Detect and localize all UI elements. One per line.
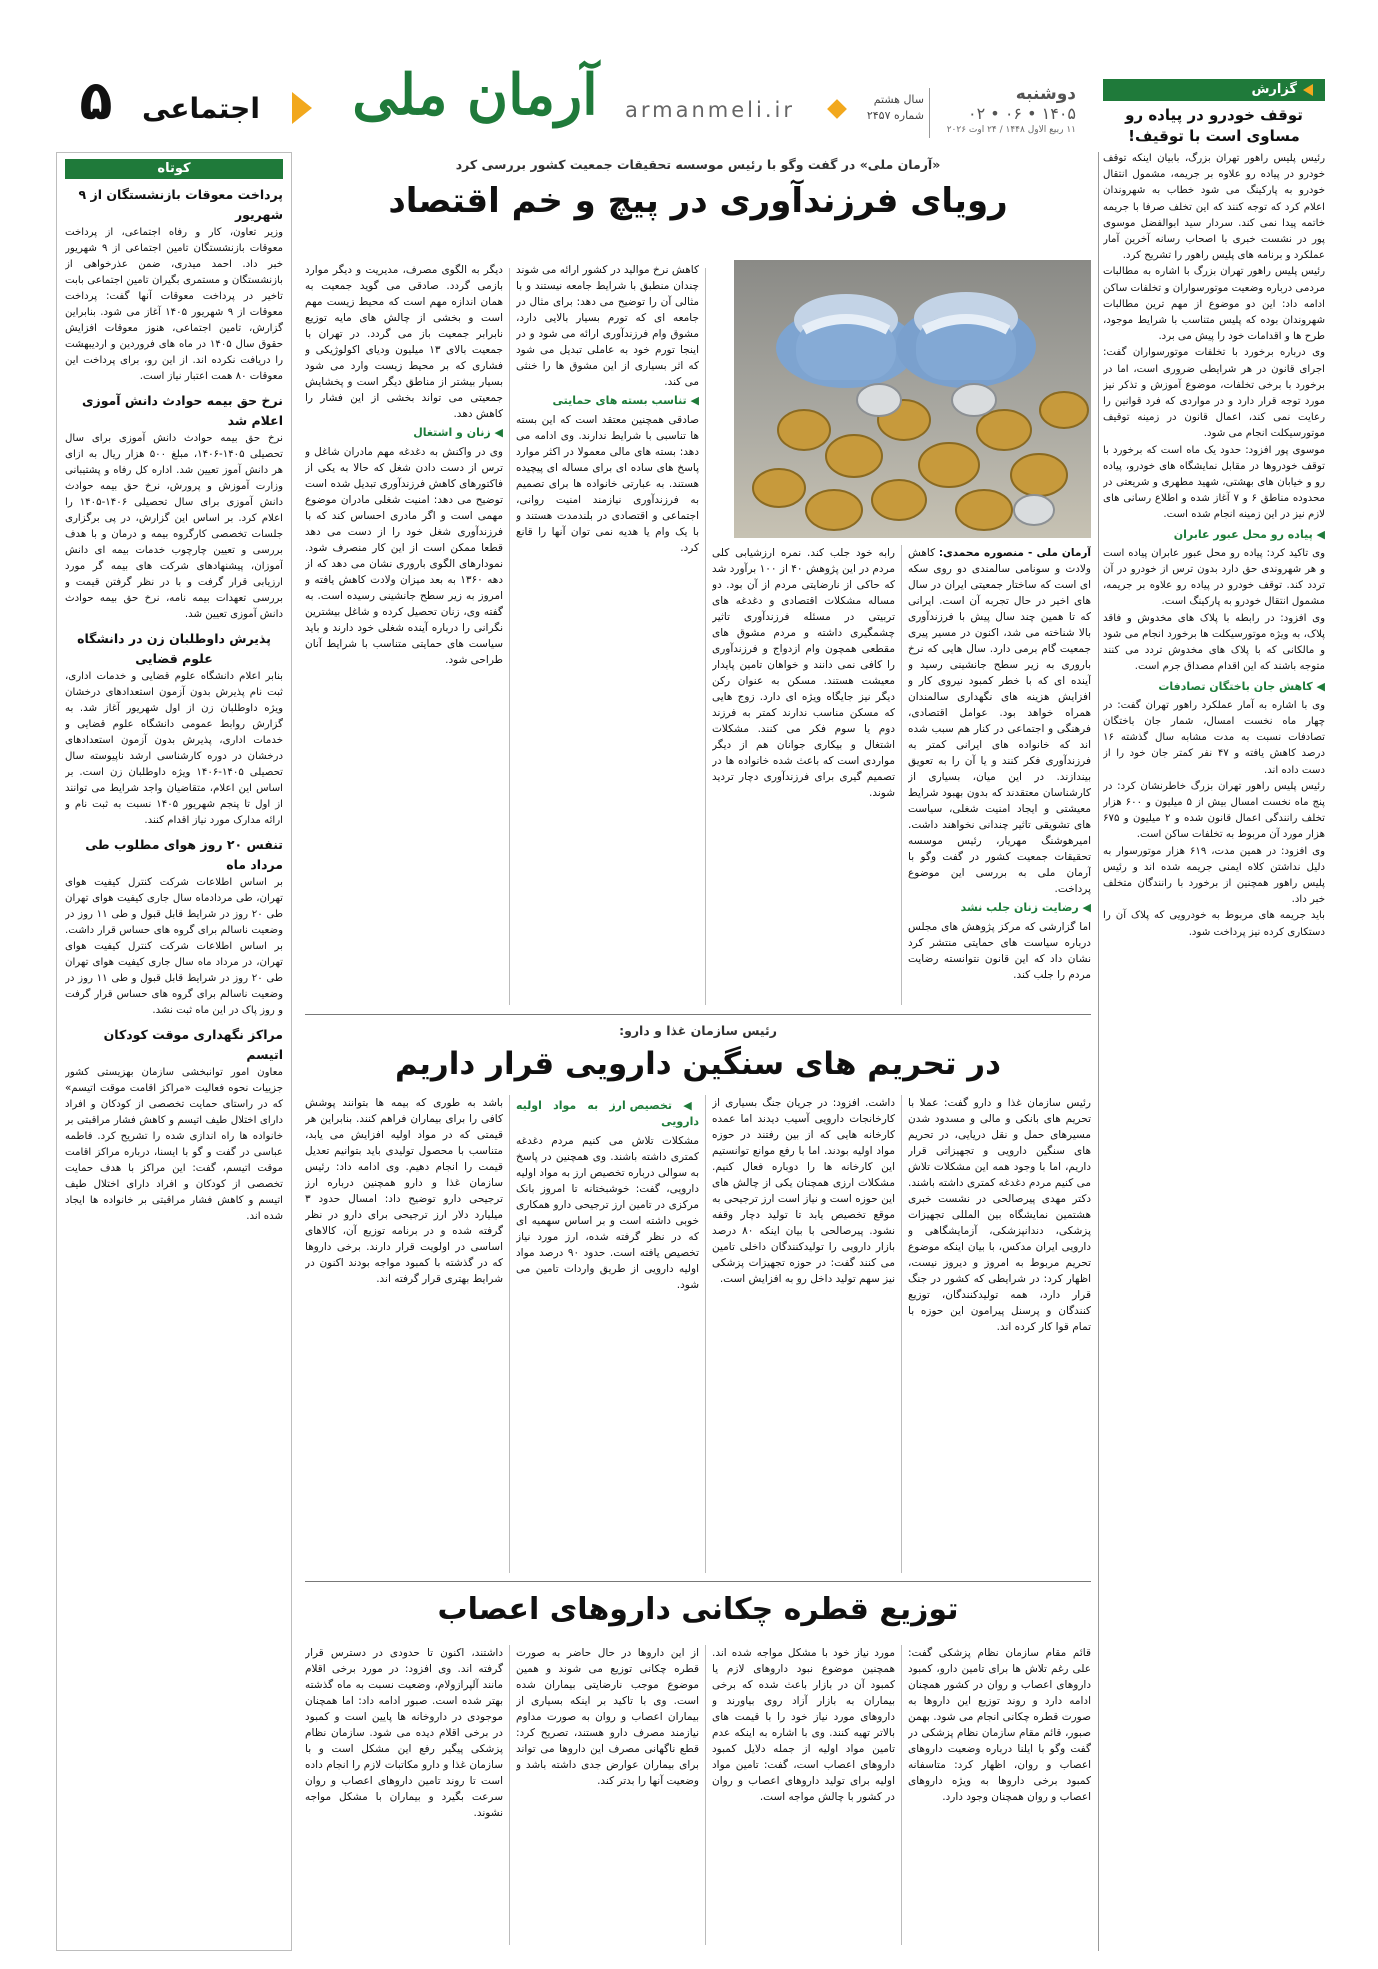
short-news-title: مراکز نگهداری موقت کودکان اتیسم [103, 1027, 283, 1062]
article3-text: داشتند، اکنون تا حدودی در دسترس قرار گرفته اند. وی افزود: در مورد برخی اقلام مانند آلپرازولام، وضعیت نسبت به ماه گذشته بهتر شده است. صبور ادامه داد: اما همچنان موجودی در داروخانه ها پایین است و کمبود در برخی اقلام دیده می شود. سازمان نظام پزشکی پیگیر رفع این مشکل است و با سازمان غذا و دارو مکاتبات لازم را انجام داده است تا روند تامین داروهای اعصاب و روان سرعت بگیرد و بیماران با مشکل مواجه نشوند. [305, 1647, 503, 1819]
report-paragraph: وی تاکید کرد: پیاده رو محل عبور عابران پیاده است و هر شهروندی حق دارد بدون ترس از خودرو در آن تردد کند. توقف خودرو در پیاده رو علاوه بر جریمه، مشمول انتقال خودرو به پارکینگ است. [1103, 547, 1325, 608]
article1-text: وی در واکنش به دغدغه مهم مادران شاغل و ترس از دست دادن شغل که حالا به یکی از فاکتورهای کاهش فرزندآوری تبدیل شده است توضیح می دهد: امنیت شغلی مادران موضوع مهمی است و اگر مادری احساس کند که با فرزندآوری شغل خود را از دست می دهد قطعا ممکن است از این کار منصرف شود. نمودارهای الگوی باروری نشان می دهد که از دهه ۱۳۶۰ به بعد میزان ولادت کاهش یافته و امروز به زیر سطح جانشینی رسیده است. به گفته وی، زنان تحصیل کرده و شاغل بیشترین نگرانی را درباره آینده شغلی خود دارند و باید سیاست های حمایتی متناسب با شرایط آنان طراحی شود. [305, 446, 503, 666]
article3-col3 [516, 1645, 699, 1945]
date-fa: ۱۴۰۵ • ۰۶ • ۰۲ [968, 104, 1076, 123]
short-news-sidebar [56, 152, 292, 1951]
short-news-text: نرخ حق بیمه حوادث دانش آموزی برای سال تحصیلی ۱۴۰۵-۱۴۰۶، مبلغ ۵۰۰ هزار ریال به ازای هر دانش آموز تعیین شد. اداره کل رفاه و پشتیبانی وزارت آموزش و پرورش، نرخ حق بیمه حوادث دانش آموزی برای سال تحصیلی ۱۴۰۶-۱۴۰۵ را اعلام کرد. بر اساس این گزارش، در پی برگزاری جلسات تخصصی کارگروه بیمه و درمان و با هدف بررسی و تعیین چارچوب خدمات بیمه ای دانش آموزان، پیشنهادهای شرکت های بیمه گر مورد ارزیابی قرار گرفت و با در نظر گرفتن قیمت و بررسی تعهدات بیمه نامه، نرخ حق بیمه حوادث دانش آموزی تعیین شد. [65, 433, 283, 620]
article1-text: رابه خود جلب کند. نمره ارزشیابی کلی مردم در این پژوهش ۴۰ از ۱۰۰ برآورد شد که حاکی از نارضایتی مردم از آن بود. دو مساله مشکلات اقتصادی و دغدغه های تربیتی در مسئله فرزندآوری تاثیر چشمگیری داشته و مردم مشوق های مقطعی همچون وام ازدواج و فرزندآوری را کافی نمی دانند و خواهان تامین پایدار معیشت هستند. مسکن به عنوان رکن دیگر نیز جایگاه ویژه ای دارد. زوج هایی که مسکن مناسب ندارند کمتر به فرزند دوم یا سوم فکر می کنند. مشکلات اشتغال و بیکاری جوانان هم از دیگر مواردی است که باعث شده خانواده ها در تصمیم گیری برای فرزندآوری دچار تردید شوند. [712, 547, 895, 799]
report-subheading: ◀ کاهش جان باختگان تصادفات [1103, 679, 1325, 695]
short-news-text: معاون امور توانبخشی سازمان بهزیستی کشور جزییات نحوه فعالیت «مراکز اقامت موقت اتیسم» که در راستای حمایت تخصصی از کودکان و افراد دارای اختلال طیف اتیسم و کاهش فشار مراقبتی بر خانواده ها راه اندازی شده را تشریح کرد. فاطمه عباسی در گفت و گو با ایسنا، درباره مراکز اقامت موقت اتیسم، گفت: این مراکز با هدف حمایت تخصصی از کودکان و افراد دارای اختلال طیف اتیسم و کاهش فشار مراقبتی بر خانواده ها ایجاد شده اند. [65, 1067, 283, 1222]
short-news-tag [65, 159, 283, 179]
article2-kicker: رئیس سازمان غذا و دارو: [619, 1023, 777, 1038]
report-paragraph: وی افزود: در رابطه با پلاک های مخدوش و فاقد پلاک، به ویژه موتورسیکلت ها برخورد انجام می شود و مالکانی که با پلاک های مخدوش تردد می کنند متوجه باشند که این اقدام مصداق جرم است. [1103, 612, 1325, 673]
short-news-tag-label: کوتاه [157, 161, 191, 176]
article1-subheading: ◀ زنان و اشتغال [305, 425, 503, 441]
article1-text: کاهش ولادت و سونامی سالمندی دو روی سکه ای است که ساختار جمعیتی ایران در سال های اخیر در حال تجربه آن است. ایرانی که تا همین چند سال پیش با فرزندآوری بالا شناخته می شد، اکنون در مسیر پیری جمعیت گام برمی دارد. سال هایی که نرخ باروری به زیر سطح جانشینی رسید و آینده ای که با خطر کمبود نیروی کار و افزایش هزینه های نگهداری سالمندان همراه خواهد بود. عوامل اقتصادی، فرهنگی و اجتماعی در کنار هم سبب شده اند که خانواده های ایرانی کمتر به فرزندآوری فکر کنند و یا آن را به تعویق بیندازند. در این میان، بسیاری از کارشناسان معتقدند که بدون بهبود شرایط معیشتی و ایجاد امنیت شغلی، سیاست های تشویقی تاثیر چندانی نخواهند داشت. امیرهوشنگ مهریار، رئیس موسسه تحقیقات جمعیت کشور در گفت وگو با آرمان ملی به بررسی این موضوع پرداخت. [908, 547, 1091, 895]
article2-col2 [712, 1095, 895, 1573]
article1-text: دیگر به الگوی مصرف، مدیریت و دیگر موارد بازمی گردد. صادقی می گوید جمعیت به همان اندازه مهم است که محیط زیست مهم است و بخشی از چالش های مایه توزیع نابرابر جمعیت باز می گردد. در تهران با جمعیت بالای ۱۳ میلیون ودیای اکولوژیکی و فشاری که بر محیط زیست وارد می شود بسیار بیشتر از مناطق دیگر است و پخشایش جمعیتی می تواند بخشی از این فشار را کاهش دهد. [305, 264, 503, 420]
article1-byline: آرمان ملی - منصوره محمدی: [938, 547, 1091, 559]
article2-title: در تحریم های سنگین دارویی قرار داریم [394, 1046, 1002, 1082]
short-news-item [65, 629, 283, 829]
article2-text: باشد به طوری که بیمه ها بتوانند پوشش کافی را برای بیماران فراهم کنند. بنابراین هر قیمتی که در مواد اولیه افزایش می یابد، متناسب با محصول تولیدی باید بتوانیم تعدیل قیمت را انجام دهیم. وی ادامه داد: رئیس سازمان غذا و دارو همچنین درباره ارز ترجیحی دارو توضیح داد: امسال حدود ۳ میلیارد دلار ارز ترجیحی برای دارو در نظر گرفته شده و در برنامه توزیع آن، کالاهای اساسی در اولویت قرار دارند. برخی داروها که در گذشته با کمبود مواجه بودند اکنون در شرایط بهتری قرار گرفته اند. [305, 1097, 503, 1285]
article1-text: صادقی همچنین معتقد است که این بسته ها تناسبی با شرایط ندارند. وی ادامه می دهد: بسته های مالی معمولا در اکثر موارد پاسخ های ساده ای برای مساله ای پیچیده هستند. به عبارتی خانواده ها برای تصمیم به فرزندآوری نیازمند امنیت روانی، اجتماعی و اقتصادی در بلندمدت هستند و با یک وام یا هدیه نمی توان آنها را قانع کرد. [516, 414, 699, 554]
report-body [1103, 151, 1325, 1947]
short-news-item [65, 185, 283, 385]
section-marker-icon [292, 92, 312, 124]
short-news-item [65, 1025, 283, 1225]
article1-kicker: «آرمان ملی» در گفت وگو با رئیس موسسه تحقیقات جمعیت کشور بررسی کرد [455, 157, 941, 172]
article3-title: توزیع قطره چکانی داروهای اعصاب [437, 1592, 959, 1627]
report-paragraph: وی درباره برخورد با تخلفات موتورسواران گفت: اجرای قانون در هر شرایطی ضروری است، اما در برخورد با برخی تخلفات، موضوع آموزش و تذکر نیز مورد توجه قرار دارد و در مواردی که فرد قوانین را رعایت نمی کند، اعمال قانون در زمینه توقیف موتورسیکلت انجام می شود. [1103, 347, 1325, 440]
short-news-title: نرخ حق بیمه حوادث دانش آموزی اعلام شد [82, 393, 283, 428]
article3-text: قائم مقام سازمان نظام پزشکی گفت: علی رغم تلاش ها برای تامین دارو، کمبود داروهای اعصاب و روان در کشور همچنان ادامه دارد و روند توزیع این داروها به صورت قطره چکانی انجام می شود. بهمن صبور، قائم مقام سازمان نظام پزشکی در گفت وگو با ایلنا درباره وضعیت داروهای اعصاب و روان، اظهار کرد: متاسفانه کمبود برخی داروها به ویژه داروهای اعصاب و روان همچنان وجود دارد. [908, 1647, 1091, 1803]
logo: آرمان ملی [352, 62, 598, 128]
article1-col2 [712, 545, 895, 1005]
article1-subheading: ◀ رضایت زنان جلب نشد [908, 900, 1091, 916]
short-news-item [65, 835, 283, 1019]
report-paragraph: رئیس پلیس راهور تهران بزرگ، بابیان اینکه توقف خودرو در پیاده رو علاوه بر جریمه، مشمول انتقال خودرو به پارکینگ می شود خطاب به شهروندان اعلام کرد که توجه کنند که این تخلف صرفا با جریمه خاتمه پیدا نمی کند. سردار سید ابوالفضل موسوی پور در نشست خبری با اصحاب رسانه آخرین آمار عملکرد و برنامه های پلیس راهور را تشریح کرد. [1103, 153, 1325, 262]
article1-title: رویای فرزندآوری در پیچ و خم اقتصاد [388, 181, 1008, 221]
report-tag-arrow-icon [1303, 84, 1313, 96]
report-sidebar [1103, 79, 1325, 1951]
article1-text: کاهش نرخ موالید در کشور ارائه می شوند چندان منطبق با شرایط جامعه نیستند و با مثالی آن را توضیح می دهد: برای مثال در جامعه ای که تورم بسیار بالایی دارد، مشوق وام فرزندآوری ارائه می شود و در اینجا تورم خود به عاملی تبدیل می شود که اثر بسیاری از این مشوق ها را خنثی می کند. [516, 264, 699, 388]
article2-col3 [516, 1095, 699, 1573]
report-paragraph: موسوی پور افزود: حدود یک ماه است که برخورد با توقف خودروها در مقابل نمایشگاه های خودرو، پیاده رو و خیابان های بهشتی، شهید مطهری و شریعتی در محدوده مناطق ۶ و ۷ آغاز شده و اطلاع رسانی های لازم نیز در این زمینه انجام شده است. [1103, 444, 1325, 521]
report-tag [1103, 79, 1325, 101]
article2-text: داشت. افزود: در جریان جنگ بسیاری از کارخانجات دارویی آسیب دیدند اما عمده کارخانه هایی که از بین رفتند در حوزه مواد اولیه بودند. اما با رفع موانع توانستیم این کارخانه ها را دوباره فعال کنیم. مشکلات ارزی همچنان یکی از چالش های این حوزه است و نیاز است ارز ترجیحی به موقع تخصیص یابد تا تولید دچار وقفه نشود. پیرصالحی با بیان اینکه ۸۰ درصد بازار دارویی را تولیدکنندگان داخلی تامین می کنند گفت: در حوزه تجهیزات پزشکی نیز سهم تولید داخل رو به افزایش است. [712, 1097, 895, 1285]
article3-col1 [908, 1645, 1091, 1945]
year-label: سال هشتم [873, 93, 924, 106]
report-paragraph: باید جریمه های مربوط به خودرویی که پلاک آن را دستکاری کرده نیز پرداخت شود. [1103, 910, 1325, 938]
article1-col1 [908, 545, 1091, 1005]
article3-col2 [712, 1645, 895, 1945]
issue-info [860, 92, 924, 124]
report-paragraph: رئیس پلیس راهور تهران بزرگ خاطرنشان کرد: در پنج ماه نخست امسال بیش از ۵ میلیون و ۶۰۰ هزار تخلف رانندگی اعمال قانون شده و ۲ میلیون و ۶۷۵ هزار مورد آن مربوط به تخلفات ساکن است. [1103, 780, 1325, 841]
article2-col4 [305, 1095, 503, 1573]
short-news-title: پرداخت معوقات بازنشستگان از ۹ شهریور [78, 187, 283, 222]
article1-subheading: ◀ تناسب بسته های حمایتی [516, 393, 699, 409]
report-paragraph: رئیس پلیس راهور تهران بزرگ با اشاره به مطالبات مردمی درباره وضعیت موتورسواران و تخلفات ساکن ادامه داد: این دو موضوع از مهم ترین مطالبات شهروندان بوده که پلیس متناسب با شرایط موجود، طرح ها و اقدامات خود را پیش می برد. [1103, 266, 1325, 343]
article3-text: از این داروها در حال حاضر به صورت قطره چکانی توزیع می شوند و همین موضوع موجب نارضایتی بیماران شده است. وی با تاکید بر اینکه بسیاری از بیماران اعصاب و روان به صورت مداوم نیازمند مصرف دارو هستند، تصریح کرد: قطع ناگهانی مصرف این داروها می تواند برای بیماران عوارض جدی داشته باشد و وضعیت آنها را بدتر کند. [516, 1647, 699, 1787]
article1-text: اما گزارشی که مرکز پژوهش های مجلس درباره سیاست های حمایتی منتشر کرد نشان داد که این قانون نتوانسته رضایت مردم را جلب کند. [908, 921, 1091, 981]
report-paragraph: وی افزود: در همین مدت، ۶۱۹ هزار موتورسوار به دلیل نداشتن کلاه ایمنی جریمه شده اند و رئیس پلیس راهور همچنین از برخورد با رانندگان متخلف خبر داد. [1103, 845, 1325, 906]
article2-col1 [908, 1095, 1091, 1573]
article3-text: مورد نیاز خود با مشکل مواجه شده اند. همچنین موضوع نبود داروهای لازم یا کمبود آن در بازار باعث شده که برخی بیماران به بازار آزاد روی بیاورند و داروهای مورد نیاز خود را با قیمت های بالاتر تهیه کنند. وی با اشاره به اینکه عدم تامین مواد اولیه از جمله دلایل کمبود داروهای اعصاب است، گفت: تامین مواد اولیه برای تولید داروهای اعصاب و روان در کشور با چالش مواجه است. [712, 1647, 895, 1803]
short-news-text: بنابر اعلام دانشگاه علوم قضایی و خدمات اداری، ثبت نام پذیرش بدون آزمون استعدادهای درخشان ویژه داوطلبان زن از اول شهریور آغاز شد. به گزارش روابط عمومی دانشگاه علوم قضایی و خدمات اداری، پذیرش بدون آزمون استعدادهای درخشان در دوره کارشناسی ارشد ناپیوسته سال تحصیلی ۱۴۰۵-۱۴۰۶ ویژه داوطلبان زن است. بر اساس این اعلام، متقاضیان واجد شرایط می توانند از اول تا پنجم شهریور ۱۴۰۵ نسبت به ثبت نام و ارائه مدارک مورد نیاز اقدام کنند. [65, 671, 283, 826]
report-subheading: ◀ پیاده رو محل عبور عابران [1103, 527, 1325, 543]
page-number: ۵ [79, 69, 113, 132]
article1-col3 [516, 262, 699, 1005]
report-paragraph: وی با اشاره به آمار عملکرد راهور تهران گفت: در چهار ماه نخست امسال، شمار جان باختگان تصادفات نسبت به مدت مشابه سال گذشته ۱۶ درصد کاهش یافته و ۴۷ نفر کمتر جان خود را از دست داده اند. [1103, 699, 1325, 776]
short-news-text: بر اساس اطلاعات شرکت کنترل کیفیت هوای تهران، طی مردادماه سال جاری کیفیت هوای تهران طی ۲۰ روز در شرایط قابل قبول و طی ۱۱ روز در وضعیت ناسالم برای گروه های حساس قرار داشت. بر اساس اطلاعات شرکت کنترل کیفیت هوای تهران، در مرداد ماه سال جاری کیفیت هوای تهران طی ۲۰ روز در شرایط قابل قبول و طی ۱۱ روز در وضعیت ناسالم برای گروه های حساس قرار گرفت و روز پاک در این ماه ثبت نشد. [65, 877, 283, 1016]
baby-shoes-icon [734, 260, 1091, 538]
date-other: ۱۱ ربیع الاول ۱۴۴۸ / ۲۴ اوت ۲۰۲۶ [946, 125, 1076, 135]
short-news-title: تنفس ۲۰ روز هوای مطلوب طی مرداد ماه [85, 837, 283, 872]
short-news-list [65, 185, 283, 1945]
site-url: armanmeli.ir [625, 98, 795, 122]
article3-col4 [305, 1645, 503, 1945]
article2-subheading: ◀ تخصیص ارز به مواد اولیه دارویی [516, 1098, 699, 1130]
diamond-icon [827, 99, 847, 119]
section-label: اجتماعی [142, 92, 260, 125]
article2-text: مشکلات تلاش می کنیم مردم دغدغه کمتری داشته باشند. وی همچنین در پاسخ به سوالی درباره تخصیص ارز به مواد اولیه دارویی، گفت: خوشبختانه تا امروز بانک مرکزی در تامین ارز ترجیحی دارو همکاری خوبی داشته است و بر اساس سهمیه ای که در نظر گرفته شده، ارز مورد نیاز تخصیص یافته است. حدود ۹۰ درصد مواد اولیه دارویی از طریق واردات تامین می شود. [516, 1135, 699, 1291]
short-news-text: وزیر تعاون، کار و رفاه اجتماعی، از پرداخت معوقات بازنشستگان تامین اجتماعی از ۹ شهریور خبر داد. احمد میدری، ضمن عذرخواهی از بازنشستگان و مستمری بگیران تامین اجتماعی بابت تاخیر در پرداخت معوقات آنها گفت: پرداخت معوقات از ۹ شهریور ۱۴۰۵ آغاز می شود. بنابراین گزارش، تامین اجتماعی، هنوز معوقات افزایش حقوق سال ۱۴۰۵ در ماه های فروردین و اردیبهشت را دریافت نکرده اند. از این رو، برای پرداخت این معوقات ۸۰ همت اعتبار نیاز است. [65, 227, 283, 382]
report-tag-label: گزارش [1251, 82, 1297, 97]
weekday: دوشنبه [1015, 84, 1076, 104]
date-block [936, 84, 1076, 136]
short-news-title: پذیرش داوطلبان زن در دانشگاه علوم قضایی [77, 631, 271, 666]
short-news-item [65, 391, 283, 623]
article2-text: رئیس سازمان غذا و دارو گفت: عملا با تحریم های بانکی و مالی و مسدود شدن مسیرهای حمل و نقل دریایی، در تحریم های سنگین دارویی و تجهیزاتی قرار داریم، اما با وجود همه این مشکلات تلاش می کنیم مردم دغدغه کمتری داشته باشند. دکتر مهدی پیرصالحی در نشست خبری هشتمین نمایشگاه بین المللی تجهیزات پزشکی، دندانپزشکی، آزمایشگاهی و دارویی ایران مدکس، با بیان اینکه موضوع تحریم مربوط به امروز و دیروز نیست، اظهار کرد: در شرایطی که کشور در جنگ قرار دارد، همه تولیدکنندگان، توزیع کنندگان و پرسنل پیرامون این حوزه با تمام قوا کار کرده اند. [908, 1097, 1091, 1333]
issue-label: شماره ۲۴۵۷ [866, 109, 924, 122]
report-title: توقف خودرو در پیاده رو مساوی است با توقیف! [1125, 106, 1303, 145]
article1-photo [734, 260, 1091, 538]
article1-col4 [305, 262, 503, 1005]
